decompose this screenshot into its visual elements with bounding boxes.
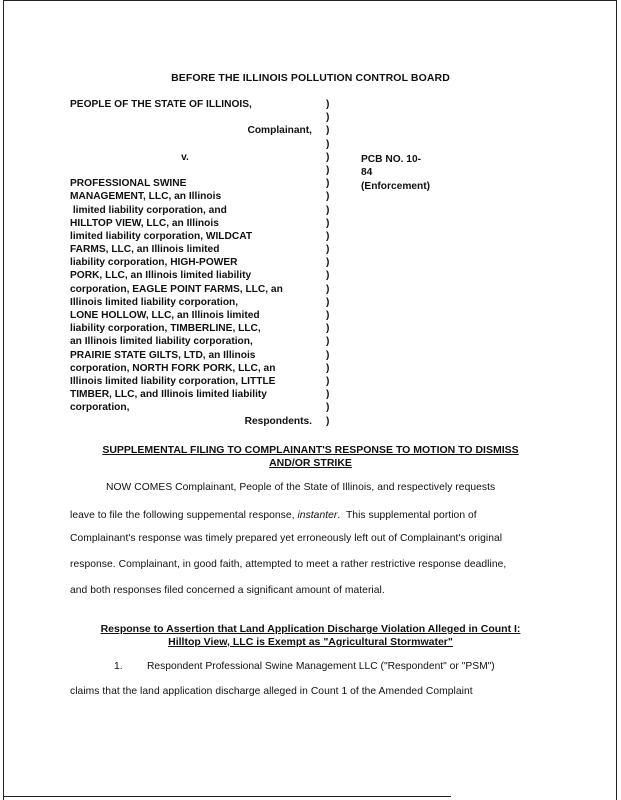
paren: ): [326, 191, 330, 203]
page-top-border: [3, 0, 617, 1]
paren: ): [326, 138, 330, 150]
paren: ): [326, 362, 330, 374]
paren: ): [326, 310, 330, 321]
instanter-term: instanter: [297, 510, 338, 521]
respondent-line: limited liability corporation, WILDCAT: [70, 230, 253, 242]
intro-line: NOW COMES Complainant, People of the State of Illinois, and respectively requests: [106, 482, 496, 493]
intro-line: response. Complainant, in good faith, attempted to meet a rather restrictive response deadline,: [70, 559, 507, 570]
paren: ): [326, 217, 330, 229]
intro-line: Complainant's response was timely prepared yet erroneously left out of Complainant's original: [70, 533, 503, 544]
respondent-line: corporation,: [70, 402, 130, 414]
page-left-border: [3, 0, 4, 800]
case-type: (Enforcement): [361, 180, 431, 192]
respondents-role: Respondents.: [244, 415, 312, 427]
page-bottom-rule: [3, 796, 451, 797]
paren: ): [326, 244, 330, 256]
respondent-line: corporation, NORTH FORK PORK, LLC, an: [70, 362, 276, 374]
case-number: PCB NO. 10-84: [361, 154, 422, 179]
paragraph-line: Respondent Professional Swine Management LLC ("Respondent" or "PSM"): [147, 661, 495, 672]
respondent-line: PROFESSIONAL SWINE: [70, 178, 187, 190]
caption-parties: [70, 98, 320, 428]
paren: ): [326, 151, 330, 163]
paren: ): [326, 296, 330, 308]
respondent-line: PRAIRIE STATE GILTS, LTD, an Illinois: [70, 349, 256, 361]
paren: ): [326, 125, 330, 137]
section-heading-line: Response to Assertion that Land Application Discharge Violation Alleged in Count I:: [100, 623, 521, 635]
intro-line: and both responses filed concerned a significant amount of material.: [70, 585, 385, 596]
respondent-line: liability corporation, HIGH-POWER: [70, 257, 238, 269]
paren: ): [326, 415, 330, 427]
paren: ): [326, 164, 330, 176]
respondent-line: limited liability corporation, and: [70, 204, 227, 216]
section-heading: [80, 623, 541, 649]
filing-heading: [80, 444, 541, 470]
respondent-line: PORK, LLC, an Illinois limited liability: [70, 270, 252, 282]
paren: ): [326, 230, 330, 242]
intro-line: leave to file the following suppemental response, instanter. This supplemental portion of: [70, 510, 477, 521]
respondent-line: Illinois limited liability corporation, LITTLE: [70, 375, 276, 387]
paren: ): [326, 389, 330, 401]
paren: ): [326, 375, 330, 387]
paragraph-line: claims that the land application discharge alleged in Count 1 of the Amended Complaint: [70, 686, 473, 697]
paren: ): [326, 204, 330, 216]
filing-heading-line: AND/OR STRIKE: [269, 457, 352, 469]
respondent-line: TIMBER, LLC, and Illinois limited liability: [70, 389, 267, 401]
paren: ): [326, 349, 330, 361]
paren: ): [326, 323, 330, 335]
respondent-line: an Illinois limited liability corporation,: [70, 336, 253, 348]
plaintiff-name: PEOPLE OF THE STATE OF ILLINOIS,: [70, 99, 252, 110]
section-heading-line: Hilltop View, LLC is Exempt as "Agricultural Stormwater": [168, 636, 453, 648]
caption-paren-column: [326, 98, 329, 428]
complainant-role: Complainant,: [247, 125, 312, 137]
filing-heading-line: SUPPLEMENTAL FILING TO COMPLAINANT'S RESPONSE TO MOTION TO DISMISS: [102, 444, 519, 456]
paragraph-number: 1.: [114, 661, 123, 672]
respondent-line: liability corporation, TIMBERLINE, LLC,: [70, 323, 261, 335]
versus-label: v.: [181, 151, 189, 163]
paren: ): [326, 336, 330, 348]
paren: ): [326, 178, 330, 190]
paren: ): [326, 99, 330, 110]
paren: ): [326, 257, 330, 269]
respondent-line: Illinois limited liability corporation,: [70, 296, 239, 308]
respondent-line: LONE HOLLOW, LLC, an Illinois limited: [70, 310, 260, 321]
board-title: BEFORE THE ILLINOIS POLLUTION CONTROL BOARD: [171, 72, 450, 84]
case-number-block: [361, 153, 430, 193]
respondent-line: corporation, EAGLE POINT FARMS, LLC, an: [70, 283, 283, 295]
paren: ): [326, 270, 330, 282]
paren: ): [326, 402, 330, 414]
respondent-line: MANAGEMENT, LLC, an Illinois: [70, 191, 222, 203]
page-right-border: [616, 0, 617, 800]
paren: ): [326, 112, 330, 124]
respondent-line: FARMS, LLC, an Illinois limited: [70, 244, 220, 256]
paren: ): [326, 283, 330, 295]
respondent-line: HILLTOP VIEW, LLC, an Illinois: [70, 217, 219, 229]
